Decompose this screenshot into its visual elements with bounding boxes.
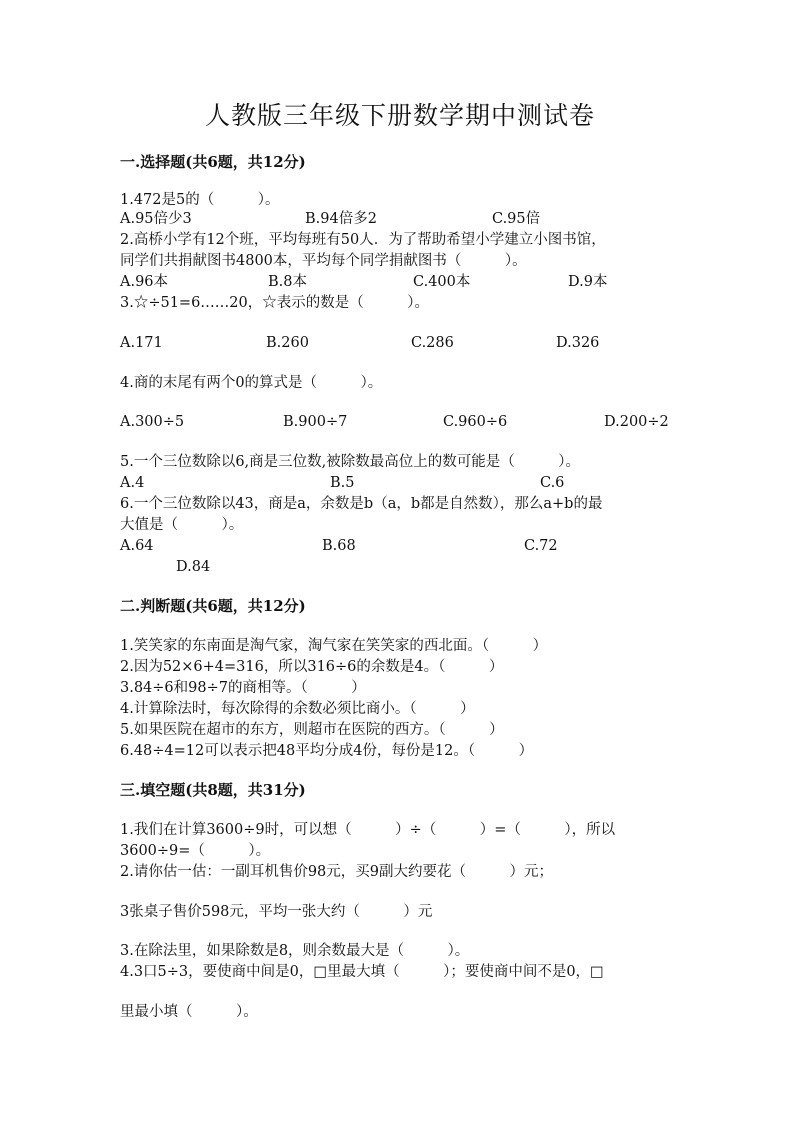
q2-option-d: D.9本 — [568, 274, 608, 290]
q3-option-d: D.326 — [556, 335, 600, 351]
q6-stem-line2: 大值是（ ）。 — [120, 517, 244, 533]
judge-item-5: 5.如果医院在超市的东方，则超市在医院的西方。（ ） — [120, 722, 504, 738]
fill-q4-line1: 4.3口5÷3，要使商中间是0，□里最大填（ ）；要使商中间不是0，□ — [120, 964, 604, 980]
q2-option-c: C.400本 — [413, 274, 471, 290]
judge-item-6: 6.48÷4=12可以表示把48平均分成4份，每份是12。（ ） — [120, 743, 534, 759]
q1-option-b: B.94倍多2 — [305, 211, 377, 227]
fill-q2-line1: 2.请你估一估：一副耳机售价98元，买9副大约要花（ ）元； — [120, 864, 554, 880]
section-2-heading: 二.判断题(共6题，共12分) — [120, 597, 306, 615]
q1-stem: 1.472是5的（ ）。 — [120, 192, 280, 208]
q5-option-b: B.5 — [330, 475, 355, 491]
q6-stem-line1: 6.一个三位数除以43，商是a，余数是b（a，b都是自然数），那么a+b的最 — [120, 496, 603, 512]
q5-stem: 5.一个三位数除以6,商是三位数,被除数最高位上的数可能是（ ）。 — [120, 454, 581, 470]
fill-q2-line2: 3张桌子售价598元，平均一张大约（ ）元 — [120, 904, 433, 920]
q2-option-a: A.96本 — [120, 274, 169, 290]
q2-option-b: B.8本 — [268, 274, 307, 290]
q3-stem: 3.☆÷51=6……20，☆表示的数是（ ）。 — [120, 295, 430, 311]
q3-option-b: B.260 — [266, 335, 309, 351]
q6-option-a: A.64 — [120, 538, 154, 554]
q3-option-c: C.286 — [411, 335, 454, 351]
fill-q1-line2: 3600÷9=（ ）。 — [120, 843, 271, 859]
q2-stem-line1: 2.高桥小学有12个班，平均每班有50人．为了帮助希望小学建立小图书馆， — [120, 232, 606, 248]
q2-stem-line2: 同学们共捐献图书4800本，平均每个同学捐献图书（ ）。 — [120, 253, 527, 269]
q1-option-a: A.95倍少3 — [120, 211, 192, 227]
q4-stem: 4.商的末尾有两个0的算式是（ ）。 — [120, 375, 383, 391]
judge-item-2: 2.因为52×6+4=316，所以316÷6的余数是4。（ ） — [120, 659, 504, 675]
page-title: 人教版三年级下册数学期中测试卷 — [204, 101, 595, 130]
q4-option-b: B.900÷7 — [283, 414, 348, 430]
q5-option-a: A.4 — [120, 475, 145, 491]
q6-option-c: C.72 — [524, 538, 558, 554]
section-1-heading: 一.选择题(共6题，共12分) — [120, 153, 306, 171]
fill-q4-line2: 里最小填（ ）。 — [120, 1004, 258, 1020]
fill-q3: 3.在除法里，如果除数是8，则余数最大是（ ）。 — [120, 943, 470, 959]
q4-option-a: A.300÷5 — [120, 414, 185, 430]
fill-q1-line1: 1.我们在计算3600÷9时，可以想（ ）÷（ ）=（ ），所以 — [120, 822, 616, 838]
q4-option-d: D.200÷2 — [604, 414, 669, 430]
q1-option-c: C.95倍 — [492, 211, 541, 227]
section-3-heading: 三.填空题(共8题，共31分) — [120, 781, 306, 799]
q6-option-b: B.68 — [322, 538, 356, 554]
q3-option-a: A.171 — [120, 335, 163, 351]
judge-item-4: 4.计算除法时，每次除得的余数必须比商小。（ ） — [120, 701, 475, 717]
judge-item-1: 1.笑笑家的东南面是淘气家，淘气家在笑笑家的西北面。（ ） — [120, 638, 548, 654]
q5-option-c: C.6 — [540, 475, 565, 491]
judge-item-3: 3.84÷6和98÷7的商相等。（ ） — [120, 680, 366, 696]
q6-option-d: D.84 — [176, 559, 211, 575]
q4-option-c: C.960÷6 — [443, 414, 508, 430]
